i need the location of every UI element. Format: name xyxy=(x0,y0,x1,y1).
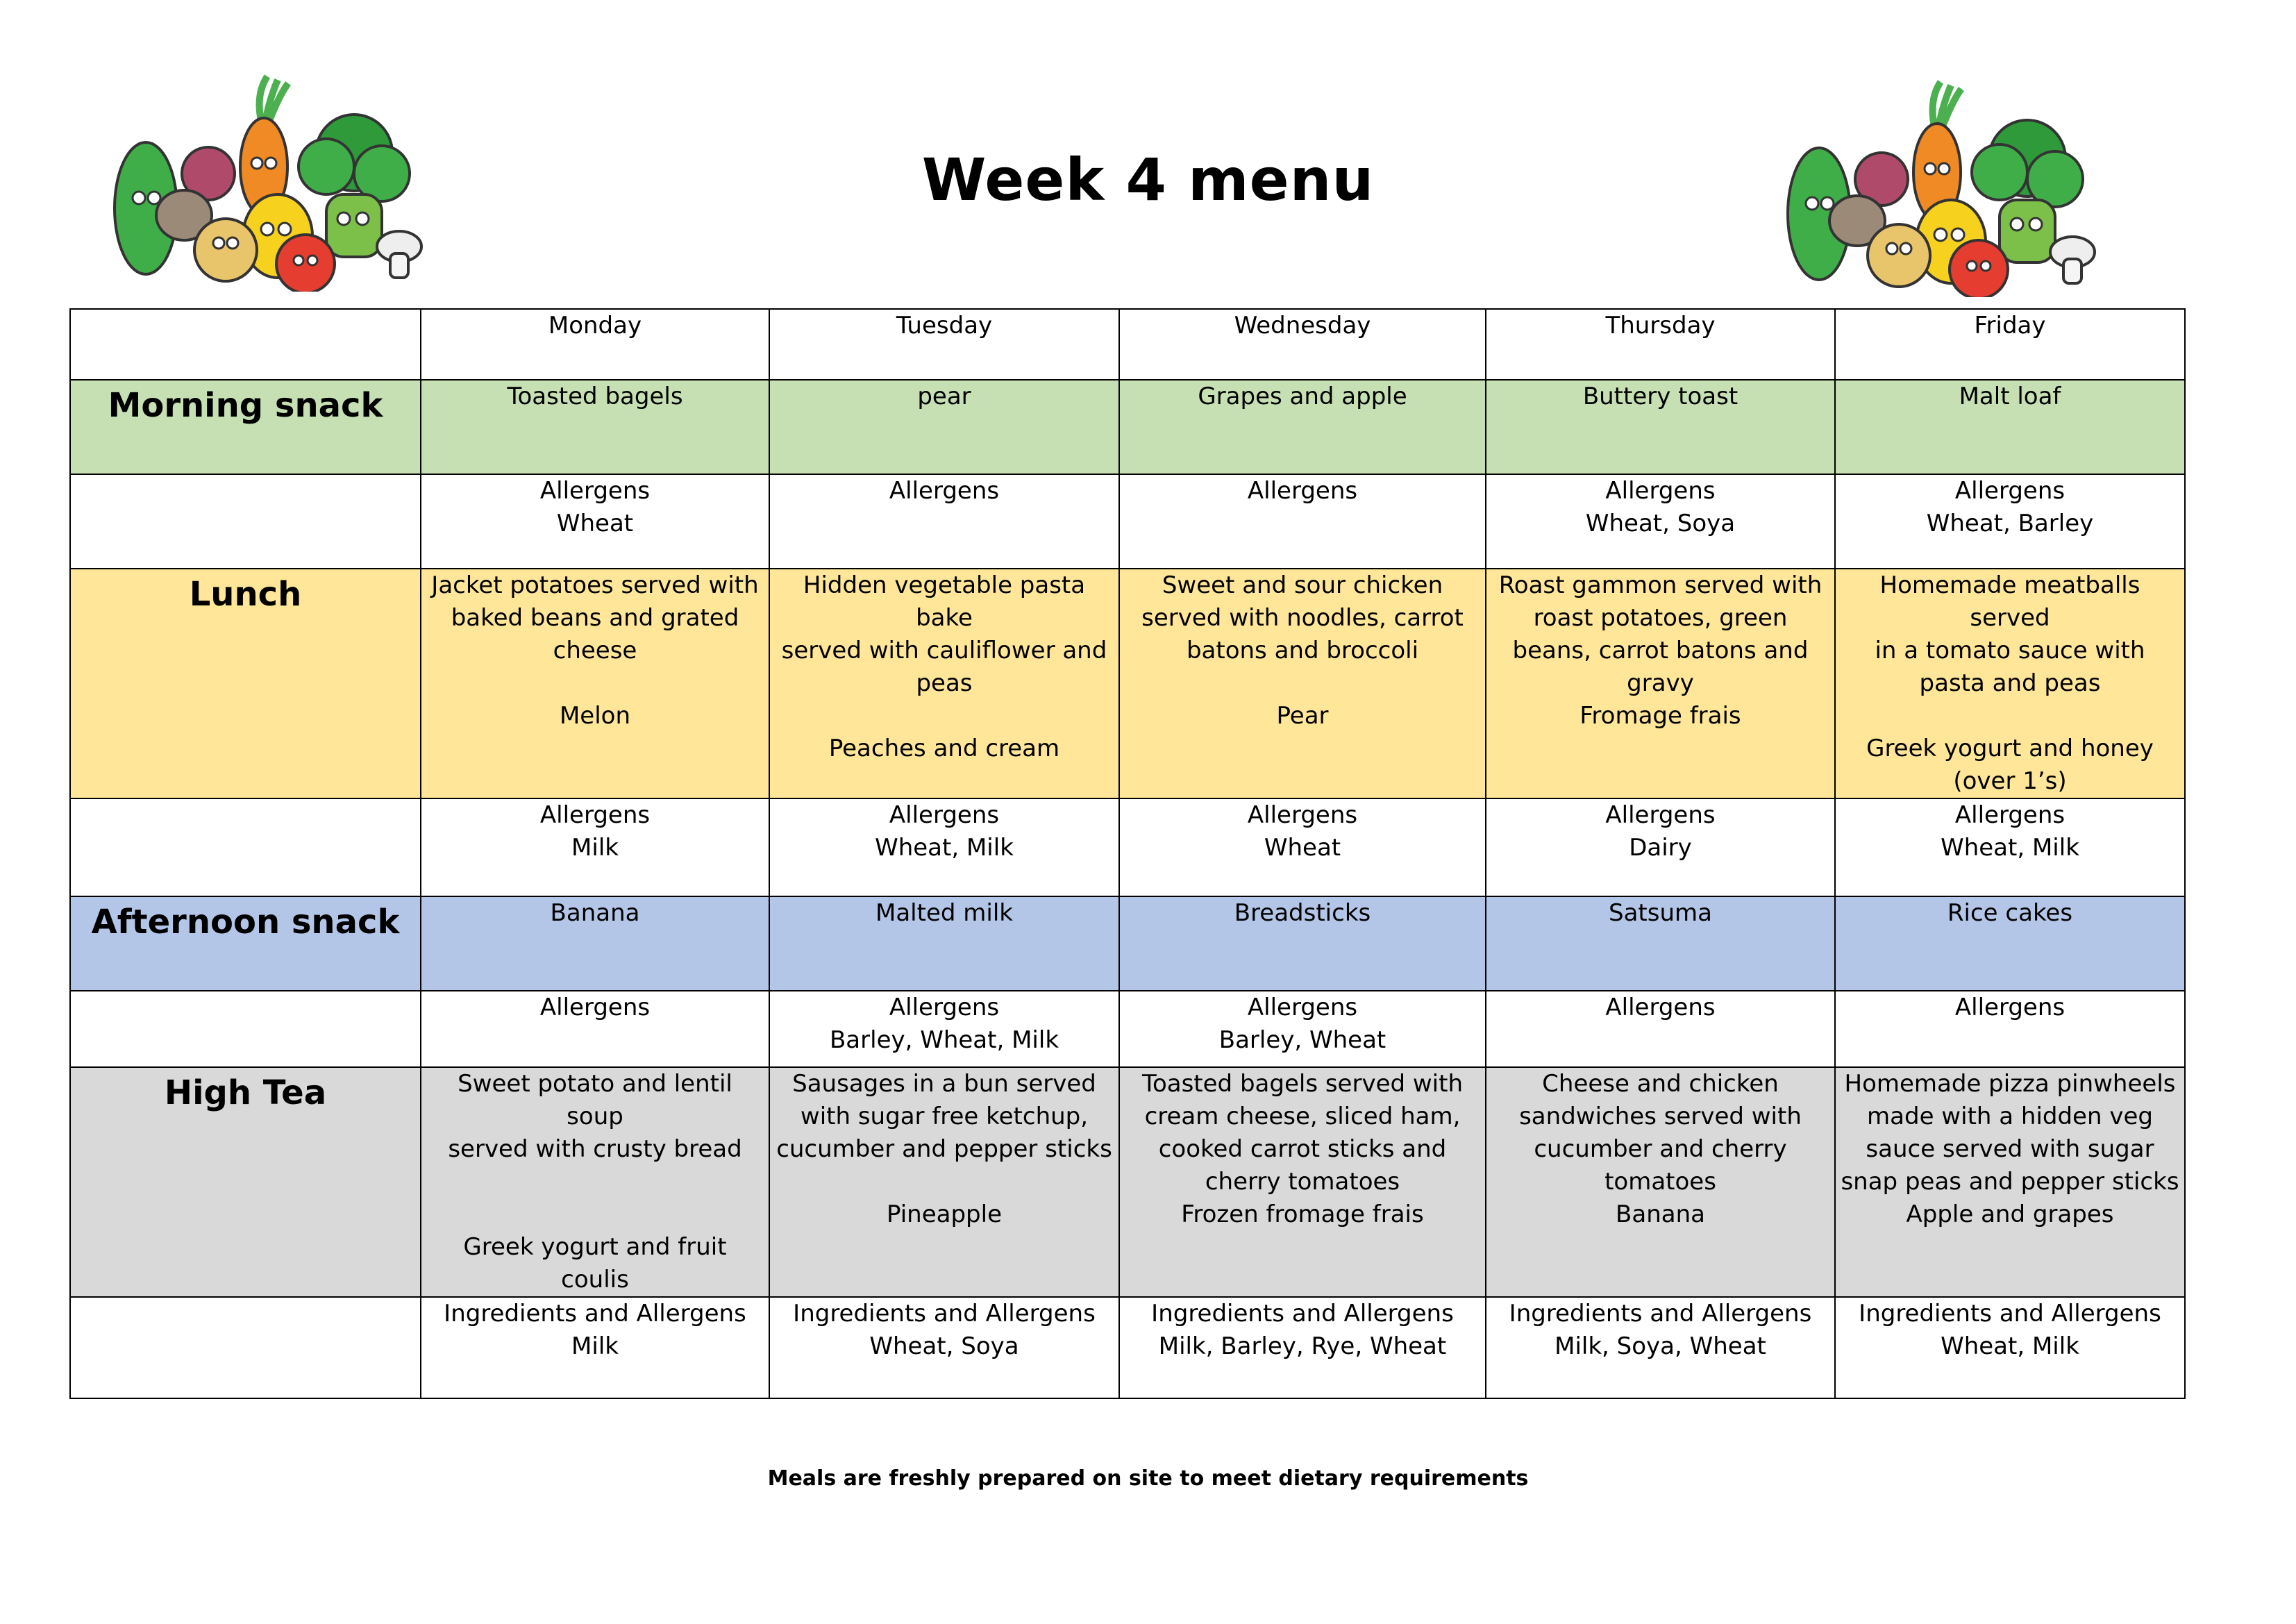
lunch-items-row xyxy=(70,569,2185,798)
main-line: cherry tomatoes xyxy=(1205,1168,1400,1196)
cell-line: Allergens xyxy=(1954,477,2065,505)
menu-table xyxy=(69,308,2186,1399)
main-line: sauce served with sugar xyxy=(1866,1135,2154,1163)
blank-label-cell xyxy=(70,798,421,896)
morning-snack-friday: Malt loaf xyxy=(1835,380,2185,474)
afternoon-snack-allergens-row xyxy=(70,991,2185,1067)
main-line: snap peas and pepper sticks xyxy=(1841,1168,2179,1196)
high-tea-allergens-wednesday xyxy=(1119,1297,1486,1398)
cell-line: Allergens xyxy=(539,477,651,505)
morning-snack-tuesday: pear xyxy=(769,380,1119,474)
cell-line: Allergens xyxy=(1954,801,2065,829)
main-line: peas xyxy=(916,669,973,697)
morning-snack-allergens-monday xyxy=(421,474,769,569)
high-tea-allergens-tuesday xyxy=(769,1297,1119,1398)
main-line: with sugar free ketchup, xyxy=(800,1103,1089,1130)
afternoon-snack-allergens-friday xyxy=(1835,991,2185,1067)
main-line: Roast gammon served with xyxy=(1498,571,1822,599)
row-label-high-tea: High Tea xyxy=(70,1067,421,1297)
cell-line: Wheat, Milk xyxy=(1941,834,2079,862)
lunch-wednesday xyxy=(1119,569,1486,798)
main-line: beans, carrot batons and xyxy=(1512,637,1809,664)
main-line: batons and broccoli xyxy=(1186,637,1419,664)
dessert-line: Frozen fromage frais xyxy=(1181,1200,1424,1228)
blank-label-cell xyxy=(70,1297,421,1398)
main-line: Cheese and chicken xyxy=(1542,1070,1779,1098)
dessert-line: coulis xyxy=(561,1266,629,1294)
day-header-friday: Friday xyxy=(1835,309,2185,380)
main-line: served with noodles, carrot xyxy=(1141,604,1464,632)
main-line: pasta and peas xyxy=(1919,669,2101,697)
high-tea-thursday xyxy=(1486,1067,1835,1297)
corner-cell xyxy=(70,309,421,380)
high-tea-allergens-thursday xyxy=(1486,1297,1835,1398)
dessert-line: Greek yogurt and fruit xyxy=(463,1233,727,1261)
lunch-allergens-thursday xyxy=(1486,798,1835,896)
high-tea-friday xyxy=(1835,1067,2185,1297)
high-tea-wednesday xyxy=(1119,1067,1486,1297)
dessert-line: Melon xyxy=(559,702,631,730)
cell-line: Wheat, Barley xyxy=(1926,510,2094,537)
row-label-lunch: Lunch xyxy=(70,569,421,798)
lunch-friday xyxy=(1835,569,2185,798)
cell-line: Ingredients and Allergens xyxy=(1859,1300,2161,1328)
afternoon-snack-monday: Banana xyxy=(421,896,769,991)
cell-line: Allergens xyxy=(539,994,651,1021)
dessert-line: Apple and grapes xyxy=(1906,1200,2114,1228)
dessert-line: (over 1’s) xyxy=(1953,767,2067,795)
high-tea-allergens-monday xyxy=(421,1297,769,1398)
spacer xyxy=(774,1166,1114,1198)
spacer xyxy=(426,1198,764,1231)
cell-line: Allergens xyxy=(539,801,651,829)
afternoon-snack-thursday: Satsuma xyxy=(1486,896,1835,991)
main-line: tomatoes xyxy=(1604,1168,1716,1196)
cell-line: Wheat xyxy=(556,510,634,537)
lunch-allergens-monday xyxy=(421,798,769,896)
dessert-line: Pear xyxy=(1276,702,1329,730)
cell-line: Allergens xyxy=(1605,477,1716,505)
cell-line: Wheat, Milk xyxy=(1941,1332,2079,1360)
main-line: Hidden vegetable pasta bake xyxy=(803,571,1086,632)
cell-line: Allergens xyxy=(889,801,1000,829)
cell-line: Milk, Barley, Rye, Wheat xyxy=(1158,1332,1447,1360)
high-tea-items-row xyxy=(70,1067,2185,1297)
main-line: served with crusty bread xyxy=(448,1135,742,1163)
morning-snack-monday: Toasted bagels xyxy=(421,380,769,474)
main-line: roast potatoes, green xyxy=(1533,604,1788,632)
high-tea-monday xyxy=(421,1067,769,1297)
high-tea-tuesday xyxy=(769,1067,1119,1297)
cell-line: Wheat, Soya xyxy=(869,1332,1019,1360)
main-line: Sweet and sour chicken xyxy=(1162,571,1443,599)
main-line: Sweet potato and lentil soup xyxy=(458,1070,732,1130)
lunch-allergens-row xyxy=(70,798,2185,896)
cell-line: Allergens xyxy=(1247,801,1358,829)
page-title: Week 4 menu xyxy=(921,146,1375,214)
morning-snack-allergens-tuesday xyxy=(769,474,1119,569)
main-line: Homemade pizza pinwheels xyxy=(1844,1070,2176,1098)
dessert-line: Greek yogurt and honey xyxy=(1866,735,2154,762)
spacer xyxy=(1840,700,2180,733)
cell-line: Allergens xyxy=(889,994,1000,1021)
morning-snack-allergens-wednesday xyxy=(1119,474,1486,569)
afternoon-snack-allergens-thursday xyxy=(1486,991,1835,1067)
cell-line: Allergens xyxy=(1605,994,1716,1021)
dessert-line: Peaches and cream xyxy=(828,735,1060,762)
footer-note: Meals are freshly prepared on site to meet dietary requirements xyxy=(767,1466,1529,1491)
spacer xyxy=(1124,667,1481,700)
main-line: made with a hidden veg xyxy=(1867,1103,2153,1130)
spacer xyxy=(426,1166,764,1198)
cell-line: Ingredients and Allergens xyxy=(1509,1300,1812,1328)
cell-line: Milk, Soya, Wheat xyxy=(1555,1332,1766,1360)
afternoon-snack-allergens-tuesday xyxy=(769,991,1119,1067)
high-tea-allergens-row xyxy=(70,1297,2185,1398)
afternoon-snack-wednesday: Breadsticks xyxy=(1119,896,1486,991)
high-tea-allergens-friday xyxy=(1835,1297,2185,1398)
lunch-tuesday xyxy=(769,569,1119,798)
spacer xyxy=(774,700,1114,733)
lunch-allergens-tuesday xyxy=(769,798,1119,896)
main-line: Jacket potatoes served with xyxy=(431,571,759,599)
lunch-monday xyxy=(421,569,769,798)
day-header-tuesday: Tuesday xyxy=(769,309,1119,380)
main-line: cooked carrot sticks and xyxy=(1158,1135,1447,1163)
dessert-line: Pineapple xyxy=(886,1200,1003,1228)
row-label-afternoon-snack: Afternoon snack xyxy=(70,896,421,991)
day-header-monday: Monday xyxy=(421,309,769,380)
cell-line: Ingredients and Allergens xyxy=(793,1300,1096,1328)
cell-line: Wheat xyxy=(1264,834,1341,862)
cell-line: Milk xyxy=(571,834,619,862)
day-header-thursday: Thursday xyxy=(1486,309,1835,380)
main-line: sandwiches served with xyxy=(1519,1103,1802,1130)
cell-line: Barley, Wheat xyxy=(1218,1026,1386,1054)
cell-line: Allergens xyxy=(889,477,1000,505)
dessert-line: Banana xyxy=(1616,1200,1705,1228)
morning-snack-wednesday: Grapes and apple xyxy=(1119,380,1486,474)
day-header-wednesday: Wednesday xyxy=(1119,309,1486,380)
main-line: cream cheese, sliced ham, xyxy=(1144,1103,1461,1130)
main-line: cucumber and cherry xyxy=(1534,1135,1787,1163)
main-line: served with cauliflower and xyxy=(781,637,1107,664)
cell-line: Dairy xyxy=(1629,834,1692,862)
cell-line: Allergens xyxy=(1247,477,1358,505)
main-line: baked beans and grated xyxy=(451,604,739,632)
main-line: Toasted bagels served with xyxy=(1141,1070,1464,1098)
morning-snack-allergens-thursday xyxy=(1486,474,1835,569)
afternoon-snack-tuesday: Malted milk xyxy=(769,896,1119,991)
blank-label-cell xyxy=(70,474,421,569)
afternoon-snack-friday: Rice cakes xyxy=(1835,896,2185,991)
main-line: Sausages in a bun served xyxy=(792,1070,1096,1098)
blank-label-cell xyxy=(70,991,421,1067)
cell-line: Ingredients and Allergens xyxy=(1151,1300,1454,1328)
afternoon-snack-allergens-wednesday xyxy=(1119,991,1486,1067)
afternoon-snack-allergens-monday xyxy=(421,991,769,1067)
cell-line: Milk xyxy=(571,1332,619,1360)
lunch-allergens-friday xyxy=(1835,798,2185,896)
cell-line: Allergens xyxy=(1247,994,1358,1021)
main-line: in a tomato sauce with xyxy=(1875,637,2145,664)
cell-line: Wheat, Soya xyxy=(1585,510,1736,537)
cell-line: Wheat, Milk xyxy=(875,834,1014,862)
dessert-line: Fromage frais xyxy=(1579,702,1741,730)
cell-line: Allergens xyxy=(1605,801,1716,829)
spacer xyxy=(426,667,764,700)
afternoon-snack-items-row xyxy=(70,896,2185,991)
main-line: cheese xyxy=(553,637,637,664)
cell-line: Ingredients and Allergens xyxy=(444,1300,746,1328)
main-line: Homemade meatballs served xyxy=(1879,571,2140,632)
morning-snack-items-row xyxy=(70,380,2185,474)
main-line: cucumber and pepper sticks xyxy=(776,1135,1112,1163)
row-label-morning-snack: Morning snack xyxy=(70,380,421,474)
day-header-row xyxy=(70,309,2185,380)
morning-snack-thursday: Buttery toast xyxy=(1486,380,1835,474)
morning-snack-allergens-friday xyxy=(1835,474,2185,569)
morning-snack-allergens-row xyxy=(70,474,2185,569)
lunch-allergens-wednesday xyxy=(1119,798,1486,896)
cell-line: Allergens xyxy=(1954,994,2065,1021)
cell-line: Barley, Wheat, Milk xyxy=(829,1026,1059,1054)
lunch-thursday xyxy=(1486,569,1835,798)
main-line: gravy xyxy=(1627,669,1694,697)
